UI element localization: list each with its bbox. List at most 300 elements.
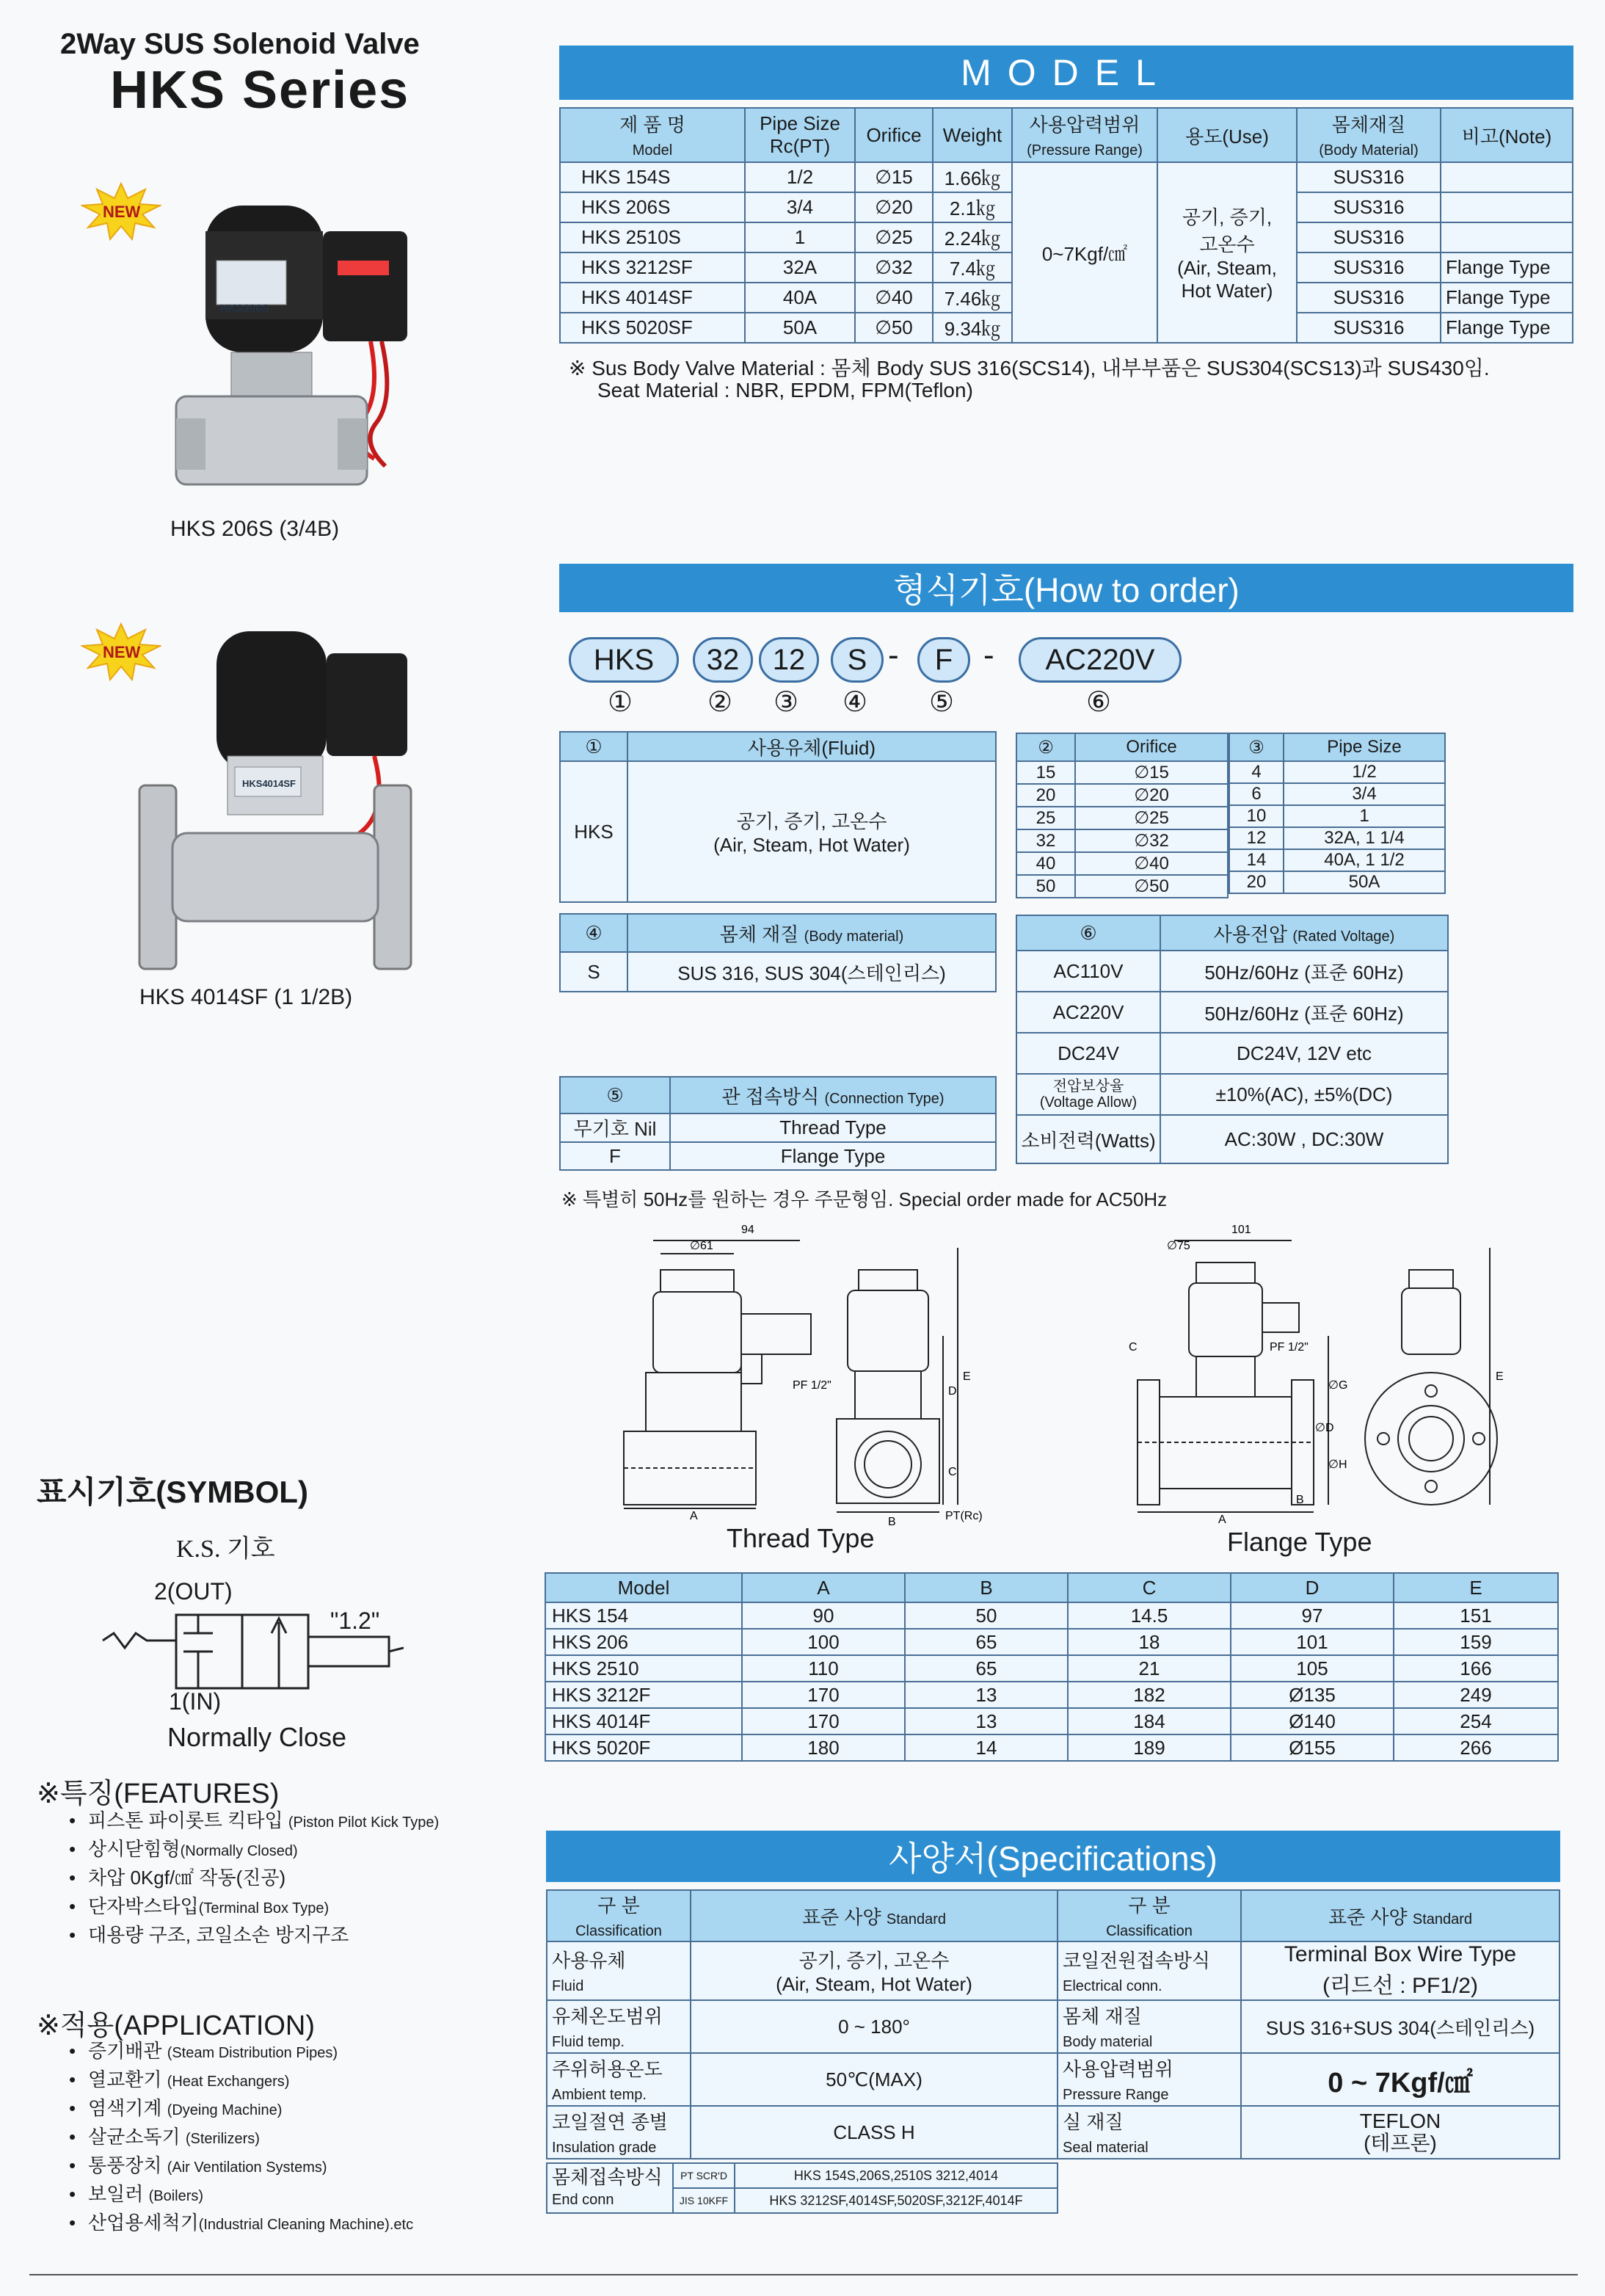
list-item: [66, 2124, 413, 2152]
footer-rule: [29, 2274, 1578, 2275]
list-item: [66, 2066, 413, 2095]
code-num: ⑥: [1086, 687, 1112, 718]
cell-note: Flange Type: [1441, 283, 1573, 313]
list-item: [66, 1864, 439, 1893]
dim-w: 94: [741, 1224, 754, 1236]
dim-e: E: [963, 1370, 971, 1383]
orifice-code: 15: [1016, 761, 1075, 784]
app-en: (Heat Exchangers): [167, 2074, 290, 2090]
cell-pipe: 32A: [745, 253, 855, 283]
dim-b: 13: [905, 1682, 1068, 1708]
cell-weight: 2.1㎏: [933, 192, 1012, 222]
fluid-table: [559, 731, 997, 903]
watts-val: AC:30W , DC:30W: [1160, 1115, 1448, 1163]
spec-key-en: Fluid: [552, 1978, 584, 1994]
dh-e: E: [1394, 1573, 1558, 1602]
pipe-code: 20: [1229, 871, 1284, 893]
dim-e: 266: [1394, 1734, 1558, 1761]
voltage-val: DC24V, 12V etc: [1160, 1033, 1448, 1074]
code-num: ②: [707, 687, 733, 718]
feature-en: (Terminal Box Type): [198, 1900, 330, 1917]
sh-std: 표준 사양: [801, 1906, 881, 1928]
dim-model: HKS 3212F: [545, 1682, 742, 1708]
cell-orifice: ∅20: [855, 192, 933, 222]
conn-key: F: [560, 1142, 670, 1170]
feature-ko: 차압 0Kgf/㎠ 작동(진공): [88, 1867, 286, 1889]
sh-std-en: Standard: [886, 1911, 947, 1928]
body-head-en: (Body material): [804, 928, 904, 945]
voltage-key: AC110V: [1016, 951, 1160, 992]
app-en: (Sterilizers): [185, 2131, 260, 2147]
dim-dd: ∅D: [1315, 1422, 1334, 1434]
code-voltage: AC220V: [1019, 637, 1182, 683]
order-title-bar: [559, 564, 1573, 612]
table-row: [545, 1602, 1558, 1629]
orifice-val: ∅25: [1075, 807, 1228, 829]
spec-val: SUS 316+SUS 304(스테인리스): [1241, 2000, 1559, 2053]
dim-d: Ø155: [1231, 1734, 1394, 1761]
dim-e: E: [1496, 1370, 1504, 1383]
code-dash: -: [888, 637, 899, 673]
flange-type-label: Flange Type: [1227, 1527, 1372, 1557]
orifice-code: 25: [1016, 807, 1075, 829]
list-item: [66, 2038, 413, 2066]
app-ko: 염색기계: [88, 2097, 162, 2119]
app-en: (Dyeing Machine): [167, 2102, 283, 2118]
pipe-val: 32A, 1 1/4: [1284, 827, 1445, 849]
cell-model: HKS 4014SF: [560, 283, 745, 313]
dim-model: HKS 154: [545, 1602, 742, 1629]
cell-model: HKS 2510S: [560, 222, 745, 253]
fluid-val-1: 공기, 증기, 고온수: [736, 810, 887, 832]
app-ko: 열교환기: [88, 2068, 162, 2090]
cell-model: HKS 5020SF: [560, 313, 745, 343]
model-title: MODEL: [961, 52, 1172, 93]
dims-table: [545, 1572, 1559, 1762]
symbol-ks: K.S. 기호: [176, 1536, 275, 1563]
dh-a: A: [742, 1573, 905, 1602]
cell-material: SUS316: [1297, 283, 1441, 313]
pipe-val: 1: [1284, 805, 1445, 827]
sh-std: 표준 사양: [1328, 1906, 1408, 1928]
dim-dd: D: [948, 1385, 957, 1398]
dh-c: C: [1068, 1573, 1231, 1602]
table-row: [1016, 1115, 1448, 1163]
body-table: [559, 913, 997, 992]
dim-pf: PF 1/2": [793, 1379, 831, 1392]
specs-table: [546, 1889, 1560, 2159]
pipe-val: 1/2: [1284, 761, 1445, 783]
dim-d: Ø140: [1231, 1708, 1394, 1734]
code-num: ④: [842, 687, 868, 718]
dim-c: 18: [1068, 1629, 1231, 1655]
dh-b: B: [905, 1573, 1068, 1602]
pipe-val: 3/4: [1284, 783, 1445, 805]
table-row: [1229, 871, 1445, 893]
orifice-val: ∅20: [1075, 784, 1228, 807]
table-row: [545, 1708, 1558, 1734]
table-row: [1016, 784, 1228, 807]
code-orifice: 32: [693, 637, 753, 683]
table-row: [545, 1734, 1558, 1761]
spec-key: 코일전원접속방식: [1063, 1950, 1210, 1972]
pipe-head: Pipe Size: [1284, 733, 1445, 761]
cell-note: Flange Type: [1441, 253, 1573, 283]
conn-head-en: (Connection Type): [824, 1090, 945, 1107]
dim-g: ∅G: [1328, 1379, 1348, 1392]
table-row: [545, 1682, 1558, 1708]
spec-val: 0 ~ 7Kgf/㎠: [1241, 2053, 1559, 2106]
spec-val: 0 ~ 180°: [691, 2000, 1058, 2053]
table-row: [547, 2000, 1559, 2053]
app-en: (Air Ventilation Systems): [167, 2159, 327, 2176]
orifice-code: 40: [1016, 852, 1075, 875]
end-val-1: HKS 154S,206S,2510S 3212,4014: [735, 2163, 1058, 2188]
table-row: [547, 2053, 1559, 2106]
feature-en: (Normally Closed): [180, 1843, 298, 1859]
cell-note: [1441, 162, 1573, 192]
spec-key-en: Seal material: [1063, 2140, 1149, 2156]
end-key-en: End conn: [552, 2191, 614, 2208]
end-key: 몸체접속방식: [552, 2165, 663, 2188]
cell-note: [1441, 192, 1573, 222]
symbol-in: 1(IN): [169, 1688, 222, 1715]
sh-class: 구 분: [597, 1894, 640, 1917]
h-pressure-ko: 사용압력범위: [1029, 114, 1140, 136]
cell-pipe: 40A: [745, 283, 855, 313]
dim-e: 254: [1394, 1708, 1558, 1734]
fluid-key: HKS: [560, 761, 627, 902]
code-hks: HKS: [569, 637, 679, 683]
dim-b: 13: [905, 1708, 1068, 1734]
pipe-code: 6: [1229, 783, 1284, 805]
body-num: ④: [560, 914, 627, 952]
h-material-en: (Body Material): [1319, 142, 1419, 159]
dim-c: C: [948, 1466, 957, 1478]
cell-pipe: 50A: [745, 313, 855, 343]
cell-use-3: (Air, Steam,: [1177, 257, 1277, 279]
watts-key: 소비전력(Watts): [1016, 1115, 1160, 1163]
list-item: [66, 2152, 413, 2181]
table-row: [1229, 805, 1445, 827]
app-en: (Industrial Cleaning Machine).etc: [198, 2217, 414, 2233]
table-row: [545, 1629, 1558, 1655]
end-type-2: JIS 10KFF: [673, 2188, 735, 2213]
list-item: [66, 1893, 439, 1922]
feature-ko: 단자박스타입: [88, 1895, 199, 1917]
feature-ko: 피스톤 파이롯트 킥타입: [88, 1809, 283, 1831]
h-pipe: Pipe Size: [760, 112, 840, 134]
dim-d: 105: [1231, 1655, 1394, 1682]
table-row: [560, 1142, 996, 1170]
cell-use-1: 공기, 증기,: [1182, 206, 1273, 228]
h-pipe-rc: Rc(PT): [769, 135, 831, 157]
thread-type-label: Thread Type: [727, 1523, 875, 1553]
list-item: [66, 1836, 439, 1864]
orifice-val: ∅32: [1075, 829, 1228, 852]
body-key: S: [560, 952, 627, 992]
list-item: [66, 1807, 439, 1836]
table-row: [1229, 783, 1445, 805]
spec-key: 사용압력범위: [1063, 2058, 1173, 2080]
spec-val-2: (테프론): [1364, 2132, 1437, 2154]
table-row: [1016, 852, 1228, 875]
dim-e: 166: [1394, 1655, 1558, 1682]
dim-c: 182: [1068, 1682, 1231, 1708]
dim-h: ∅H: [1328, 1458, 1347, 1471]
voltage-table: [1016, 915, 1449, 1164]
pipe-code: 10: [1229, 805, 1284, 827]
allow-key-2: (Voltage Allow): [1039, 1094, 1138, 1111]
table-row: [560, 1114, 996, 1142]
page-title: HKS Series: [110, 61, 410, 120]
sh-class-en: Classification: [1106, 1923, 1193, 1939]
app-ko: 보일러: [88, 2183, 144, 2205]
dim-w: 101: [1231, 1224, 1251, 1236]
dim-b: B: [888, 1516, 896, 1527]
dim-d: 101: [1231, 1629, 1394, 1655]
dim-b: B: [1296, 1494, 1304, 1506]
h-material-ko: 몸체재질: [1331, 114, 1406, 136]
symbol-size: "1.2": [330, 1607, 380, 1634]
conn-head: 관 접속방식: [721, 1085, 820, 1108]
sh-class: 구 분: [1128, 1894, 1171, 1917]
code-body: S: [831, 637, 884, 683]
app-en: (Boilers): [148, 2188, 204, 2204]
table-row: [1016, 1074, 1448, 1115]
orifice-num: ②: [1016, 733, 1075, 761]
dim-model: HKS 4014F: [545, 1708, 742, 1734]
code-conn: F: [917, 637, 970, 683]
cell-material: SUS316: [1297, 253, 1441, 283]
allow-val: ±10%(AC), ±5%(DC): [1160, 1074, 1448, 1115]
spec-key: 유체온도범위: [552, 2005, 663, 2027]
orifice-code: 50: [1016, 875, 1075, 898]
spec-key-en: Body material: [1063, 2034, 1153, 2050]
dim-d: ∅75: [1167, 1240, 1190, 1252]
table-row: [1229, 761, 1445, 783]
spec-val: TEFLON: [1359, 2110, 1441, 2132]
order-note: ※ 특별히 50Hz를 원하는 경우 주문형임. Special order made for AC50Hz: [561, 1188, 1168, 1210]
feature-en: (Piston Pilot Kick Type): [288, 1814, 440, 1831]
voltage-head-en: (Rated Voltage): [1292, 928, 1395, 945]
orifice-code: 32: [1016, 829, 1075, 852]
h-note: 비고(Note): [1441, 108, 1573, 162]
conn-key: 무기호 Nil: [560, 1114, 670, 1142]
table-row: [1016, 761, 1228, 784]
code-dash: -: [983, 637, 994, 673]
pipe-num: ③: [1229, 733, 1284, 761]
dim-a: 170: [742, 1708, 905, 1734]
conn-val: Flange Type: [670, 1142, 996, 1170]
h-model-en: Model: [632, 142, 673, 159]
table-row: [1016, 875, 1228, 898]
dim-d: 97: [1231, 1602, 1394, 1629]
feature-ko: 대용량 구조, 코일소손 방지구조: [88, 1924, 349, 1946]
spec-key-en: Fluid temp.: [552, 2034, 625, 2050]
cell-orifice: ∅40: [855, 283, 933, 313]
cell-weight: 9.34㎏: [933, 313, 1012, 343]
orifice-val: ∅50: [1075, 875, 1228, 898]
spec-key-en: Electrical conn.: [1063, 1978, 1162, 1994]
orifice-val: ∅40: [1075, 852, 1228, 875]
app-ko: 살균소독기: [88, 2126, 181, 2148]
app-ko: 산업용세척기: [88, 2212, 199, 2234]
spec-key: 코일절연 종별: [552, 2111, 668, 2133]
pipe-table: [1229, 733, 1446, 894]
dim-e: 151: [1394, 1602, 1558, 1629]
dim-model: HKS 5020F: [545, 1734, 742, 1761]
pipe-val: 40A, 1 1/2: [1284, 849, 1445, 871]
code-num: ①: [608, 687, 633, 718]
table-row: [1016, 807, 1228, 829]
voltage-head: 사용전압: [1213, 923, 1288, 945]
dim-model: HKS 2510: [545, 1655, 742, 1682]
features-title: ※특징(FEATURES): [37, 1779, 280, 1809]
model-note-2: Seat Material : NBR, EPDM, FPM(Teflon): [597, 379, 973, 402]
code-num: ⑤: [929, 687, 955, 718]
dim-pf: PF 1/2": [1270, 1341, 1309, 1354]
table-row: [1016, 1033, 1448, 1074]
table-row: [1016, 829, 1228, 852]
voltage-val: 50Hz/60Hz (표준 60Hz): [1160, 992, 1448, 1033]
pipe-code: 12: [1229, 827, 1284, 849]
table-row: [545, 1655, 1558, 1682]
voltage-key: AC220V: [1016, 992, 1160, 1033]
cell-pipe: 1/2: [745, 162, 855, 192]
cell-material: SUS316: [1297, 162, 1441, 192]
spec-val: CLASS H: [691, 2106, 1058, 2159]
cell-material: SUS316: [1297, 222, 1441, 253]
cell-material: SUS316: [1297, 192, 1441, 222]
table-row: [560, 162, 1573, 192]
product-caption-1: HKS 206S (3/4B): [170, 517, 340, 541]
dim-e: 249: [1394, 1682, 1558, 1708]
model-title-bar: [559, 46, 1573, 100]
spec-val-2: (리드선 : PF1/2): [1322, 1974, 1478, 1998]
pipe-val: 50A: [1284, 871, 1445, 893]
fluid-head: 사용유체(Fluid): [627, 732, 996, 761]
dh-model: Model: [545, 1573, 742, 1602]
dim-d: Ø135: [1231, 1682, 1394, 1708]
sh-class-en: Classification: [575, 1923, 662, 1939]
code-num: ③: [774, 687, 799, 718]
fluid-num: ①: [560, 732, 627, 761]
cell-model: HKS 154S: [560, 162, 745, 192]
valve-symbol-icon: [95, 1604, 404, 1699]
dh-d: D: [1231, 1573, 1394, 1602]
model-table: [559, 107, 1573, 344]
application-title: ※적용(APPLICATION): [37, 2010, 316, 2041]
cell-orifice: ∅50: [855, 313, 933, 343]
cell-weight: 2.24㎏: [933, 222, 1012, 253]
h-pressure-en: (Pressure Range): [1027, 142, 1143, 159]
cell-weight: 7.4㎏: [933, 253, 1012, 283]
valve-label-2: HKS4014SF: [242, 778, 296, 789]
spec-key: 사용유체: [552, 1950, 626, 1972]
cell-pressure: 0~7Kgf/㎠: [1012, 162, 1157, 343]
dim-b: 65: [905, 1655, 1068, 1682]
dim-d: ∅61: [690, 1240, 713, 1252]
h-orifice: Orifice: [855, 108, 933, 162]
end-conn-table: [546, 2162, 1058, 2214]
cell-model: HKS 206S: [560, 192, 745, 222]
dim-a: 100: [742, 1629, 905, 1655]
spec-val: 공기, 증기, 고온수: [798, 1950, 950, 1972]
table-row: [547, 2106, 1559, 2159]
spec-key: 주위허용온도: [552, 2058, 663, 2080]
table-row: [1229, 849, 1445, 871]
dim-c: 21: [1068, 1655, 1231, 1682]
dim-a: 90: [742, 1602, 905, 1629]
flange-type-drawing: [1123, 1218, 1534, 1527]
end-val-2: HKS 3212SF,4014SF,5020SF,3212F,4014F: [735, 2188, 1058, 2213]
cell-orifice: ∅25: [855, 222, 933, 253]
cell-weight: 1.66㎏: [933, 162, 1012, 192]
cell-pipe: 3/4: [745, 192, 855, 222]
application-list: [66, 2038, 413, 2238]
list-item: [66, 2181, 413, 2209]
model-note-1: ※ Sus Body Valve Material : 몸체 Body SUS 316(SCS14), 내부부품은 SUS304(SCS13)과 SUS430임.: [569, 357, 1490, 379]
allow-key-1: 전압보상율: [1052, 1078, 1124, 1094]
cell-orifice: ∅15: [855, 162, 933, 192]
orifice-code: 20: [1016, 784, 1075, 807]
spec-key-en: Insulation grade: [552, 2140, 657, 2156]
list-item: [66, 2209, 413, 2238]
order-title: 형식기호(How to order): [893, 571, 1240, 609]
h-use: 용도(Use): [1157, 108, 1297, 162]
cell-pipe: 1: [745, 222, 855, 253]
body-val: SUS 316, SUS 304(스테인리스): [627, 952, 996, 992]
table-row: [547, 1941, 1559, 2000]
table-row: [1229, 827, 1445, 849]
fluid-val-2: (Air, Steam, Hot Water): [713, 834, 910, 856]
app-ko: 증기배관: [88, 2040, 162, 2062]
feature-ko: 상시닫힘형: [88, 1838, 181, 1860]
app-ko: 통풍장치: [88, 2154, 162, 2176]
cell-note: [1441, 222, 1573, 253]
new-badge-label: NEW: [103, 643, 141, 661]
pipe-code: 14: [1229, 849, 1284, 871]
spec-val: 50℃(MAX): [691, 2053, 1058, 2106]
cell-use-4: Hot Water): [1181, 280, 1273, 302]
sh-std-en: Standard: [1412, 1911, 1473, 1928]
dim-e: 159: [1394, 1629, 1558, 1655]
valve-photo-1: [161, 187, 477, 510]
cell-use-2: 고온수: [1199, 233, 1255, 255]
dim-c: 184: [1068, 1708, 1231, 1734]
dim-c: 189: [1068, 1734, 1231, 1761]
orifice-table: [1016, 733, 1229, 898]
app-en: (Steam Distribution Pipes): [167, 2045, 338, 2061]
spec-key-en: Ambient temp.: [552, 2087, 647, 2103]
pipe-code: 4: [1229, 761, 1284, 783]
dim-a: 180: [742, 1734, 905, 1761]
code-pipe: 12: [759, 637, 819, 683]
cell-note: Flange Type: [1441, 313, 1573, 343]
cell-orifice: ∅32: [855, 253, 933, 283]
spec-val: Terminal Box Wire Type: [1284, 1942, 1517, 1966]
product-caption-2: HKS 4014SF (1 1/2B): [139, 985, 353, 1009]
valve-label-1: HKS206S: [220, 302, 269, 315]
conn-val: Thread Type: [670, 1114, 996, 1142]
dim-b: 50: [905, 1602, 1068, 1629]
table-row: [1016, 992, 1448, 1033]
end-type-1: PT SCR'D: [673, 2163, 735, 2188]
list-item: [66, 2095, 413, 2124]
table-row: [1016, 951, 1448, 992]
dim-a: 110: [742, 1655, 905, 1682]
